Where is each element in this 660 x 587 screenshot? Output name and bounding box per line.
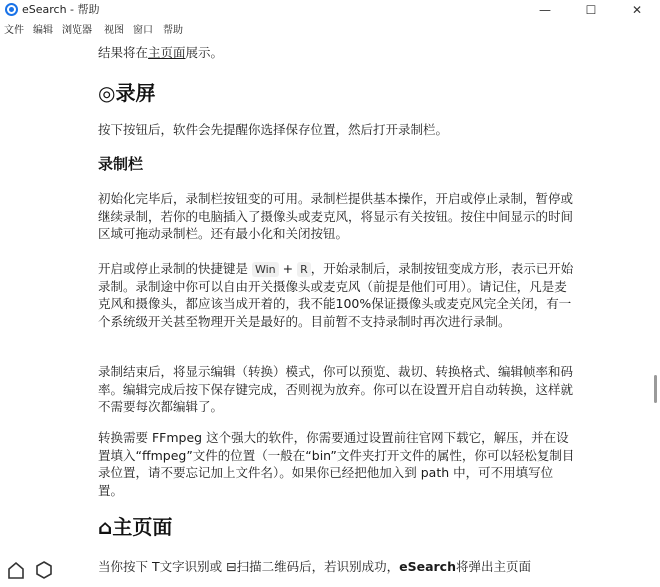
key-r: R	[297, 262, 311, 277]
scroll-thumb[interactable]	[654, 375, 657, 403]
home-heading: ⌂主页面	[98, 515, 173, 539]
menu-window[interactable]: 窗口	[133, 25, 153, 36]
menu-file[interactable]: 文件	[4, 25, 24, 36]
home-icon: ⌂	[98, 515, 113, 539]
qr-icon: ⊟	[226, 559, 237, 574]
home-paragraph: 当你按下 T文字识别或 ⊟扫描二维码后，若识别成功，eSearch将弹出主页面	[98, 559, 531, 574]
maximize-button[interactable]: ☐	[585, 3, 597, 17]
home-page-link[interactable]: 主页面	[148, 45, 186, 60]
key-win: Win	[252, 262, 279, 277]
close-button[interactable]: ✕	[631, 3, 643, 17]
menu-browser[interactable]: 浏览器	[62, 25, 92, 36]
shortcut-paragraph: 开启或停止录制的快捷键是 Win + R ，开始录制后，录制按钮变成方形，表示已开始录制。录制途中你可以自由开关摄像头或麦克风（前提是他们可用）。请记住，凡是麦克风和摄像头，都应该当成开着的，我不能100%保证摄像头或麦克风完全关闭，有一个系统级开关甚至物理开关是最好的。目前暂不支持录制时再次进行录制。	[98, 261, 574, 329]
menu-edit[interactable]: 编辑	[33, 25, 53, 36]
menu-view[interactable]: 视图	[104, 25, 124, 36]
record-target-icon: ◎	[98, 81, 116, 105]
ffmpeg-paragraph: 转换需要 FFmpeg 这个强大的软件，你需要通过设置前往官网下载它，解压，并在设置填入“ffmpeg”文件的位置（一般在“bin”文件夹打开文件的属性，你可以轻松复制目录位置，请不要忘记加上文件名）。如果你已经把他加入到 path 中，可不用填写位置。	[98, 430, 575, 498]
esearch-logo-icon	[5, 3, 18, 16]
edit-paragraph: 录制结束后，将显示编辑（转换）模式，你可以预览、裁切、转换格式、编辑帧率和码率。编辑完成后按下保存键完成，否则视为放弃。你可以在设置开启自动转换，这样就不需要每次都编辑了。	[98, 364, 574, 414]
result-line: 结果将在主页面展示。	[98, 45, 224, 60]
record-heading: ◎录屏	[98, 81, 156, 105]
help-document	[0, 40, 660, 587]
title-bar	[0, 0, 660, 20]
menu-bar	[0, 22, 660, 40]
window-title: eSearch - 帮助	[22, 3, 100, 16]
minimize-button[interactable]: —	[539, 3, 551, 17]
record-bar-paragraph: 初始化完毕后，录制栏按钮变的可用。录制栏提供基本操作，开启或停止录制，暂停或继续录制，若你的电脑插入了摄像头或麦克风，将显示有关按钮。按住中间显示的时间区域可拖动录制栏。还有最小化和关闭按钮。	[98, 191, 574, 241]
scrollbar[interactable]	[651, 40, 660, 587]
record-bar-heading: 录制栏	[98, 155, 144, 173]
ocr-icon: T	[151, 559, 160, 574]
hexagon-nav-icon[interactable]	[34, 560, 54, 580]
menu-help[interactable]: 帮助	[163, 25, 183, 36]
home-nav-icon[interactable]	[6, 560, 26, 580]
record-intro: 按下按钮后，软件会先提醒你选择保存位置，然后打开录制栏。	[98, 122, 449, 137]
